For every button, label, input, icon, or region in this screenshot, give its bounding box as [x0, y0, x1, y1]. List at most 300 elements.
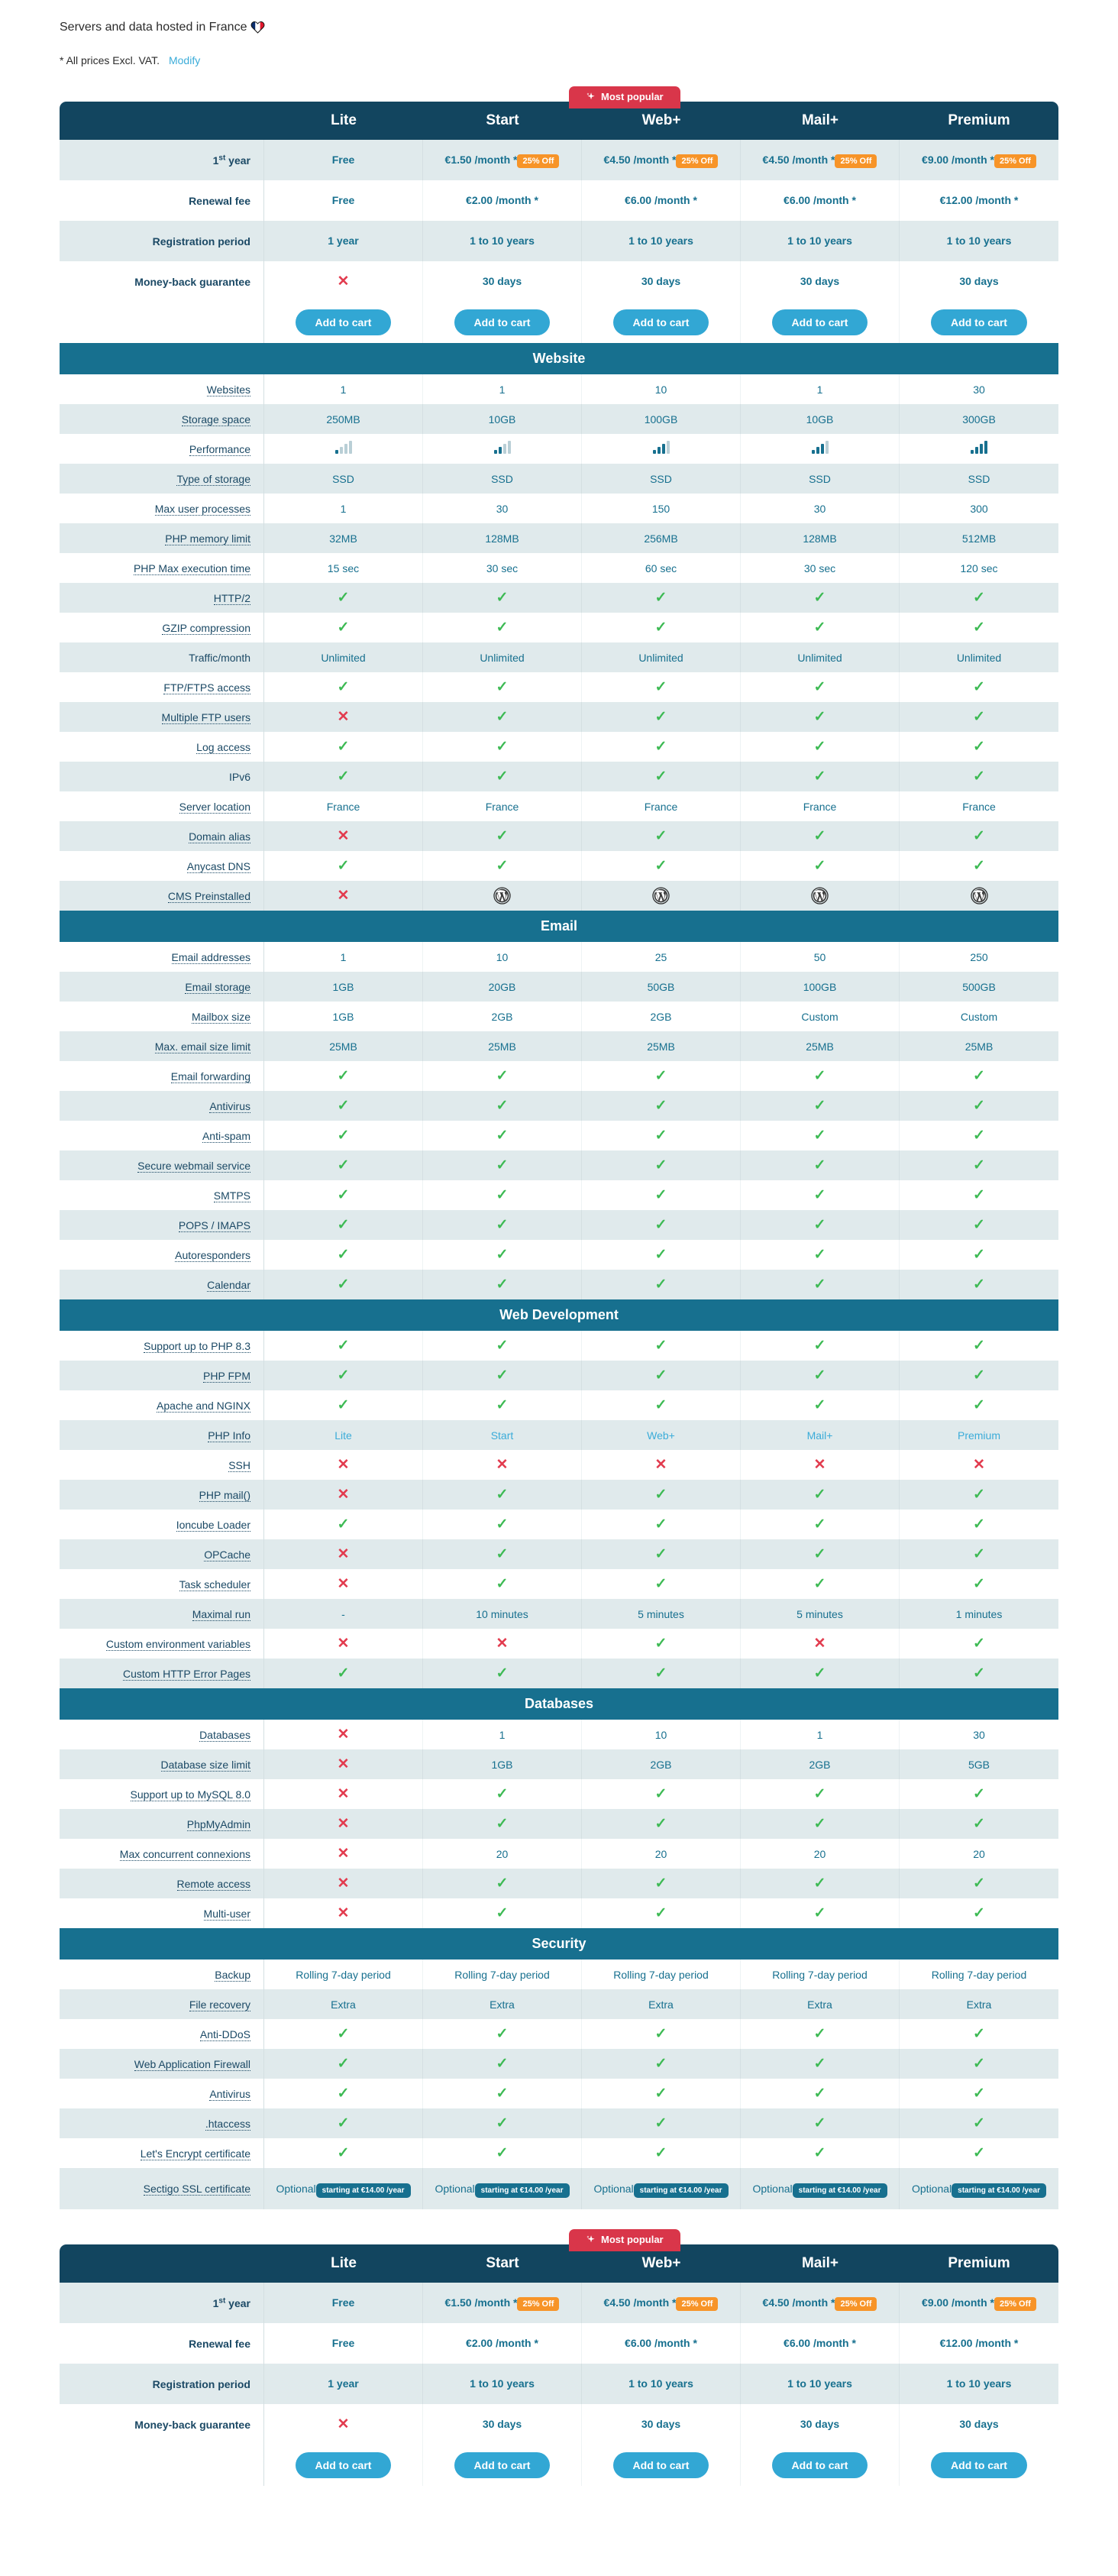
table-row [60, 1002, 1058, 1031]
feature-label-tooltip[interactable]: Multi-user [203, 1907, 250, 1920]
cell-value: 25MB [488, 1040, 516, 1053]
feature-value-cell [423, 732, 582, 762]
feature-label-tooltip[interactable]: PHP Info [208, 1429, 250, 1442]
feature-label-tooltip[interactable]: PhpMyAdmin [186, 1817, 250, 1830]
cell-value: Unlimited [797, 651, 842, 664]
feature-label-tooltip[interactable]: Ioncube Loader [176, 1518, 250, 1531]
check-icon: ✓ [496, 1516, 509, 1532]
feature-value-cell [900, 1180, 1058, 1210]
pricing-value-cell [900, 2404, 1058, 2445]
price-sub-badge: starting at €14.00 /year [952, 2183, 1046, 2198]
feature-label-tooltip[interactable]: PHP mail() [199, 1488, 250, 1501]
feature-label-tooltip[interactable]: Let's Encrypt certificate [140, 2147, 250, 2160]
pricing-value-cell [582, 180, 741, 221]
cell-value: Unlimited [321, 651, 366, 664]
table-row [60, 1898, 1058, 1928]
section-title: Web Development [60, 1299, 1058, 1331]
feature-value-cell [582, 613, 741, 642]
feature-label-tooltip[interactable]: Domain alias [189, 830, 250, 843]
feature-label-tooltip[interactable]: Task scheduler [179, 1578, 250, 1591]
feature-value-cell [582, 1599, 741, 1629]
feature-value-cell [900, 1061, 1058, 1091]
feature-value-cell [741, 1240, 900, 1270]
feature-label-tooltip[interactable]: PHP Max execution time [133, 561, 250, 574]
pricing-row [60, 2364, 1058, 2404]
feature-row-label [60, 1450, 264, 1480]
cell-value: 60 sec [645, 561, 677, 574]
feature-value-cell [741, 732, 900, 762]
pricing-value-cell [423, 2404, 582, 2445]
feature-value-cell [423, 1569, 582, 1599]
add-to-cart-button-mailplus[interactable]: Add to cart [772, 309, 868, 335]
check-icon: ✓ [973, 1397, 985, 1413]
feature-row-label [60, 1420, 264, 1450]
feature-value-cell [423, 791, 582, 821]
header-empty-cell [60, 2244, 264, 2283]
table-row [60, 374, 1058, 404]
feature-value-cell [900, 1659, 1058, 1688]
performance-bars-icon [971, 442, 987, 454]
feature-value-cell [264, 1659, 423, 1688]
feature-value-cell [423, 613, 582, 642]
pricing-value-cell [423, 140, 582, 180]
add-to-cart-button-premium[interactable]: Add to cart [931, 309, 1027, 335]
feature-value-cell [900, 2108, 1058, 2138]
feature-value-cell [264, 613, 423, 642]
cross-icon: ✕ [973, 1457, 985, 1473]
feature-label-tooltip[interactable]: Apache and NGINX [157, 1399, 250, 1412]
feature-value-cell [741, 1659, 900, 1688]
feature-value-cell [582, 672, 741, 702]
check-icon: ✓ [337, 2115, 350, 2131]
cell-value: 1GB [332, 1010, 354, 1023]
table-row [60, 1210, 1058, 1240]
feature-value-cell [900, 1420, 1058, 1450]
table-row [60, 1839, 1058, 1869]
feature-value-cell [900, 1031, 1058, 1061]
cell-value: Extra [966, 1998, 992, 2011]
feature-value-cell [741, 942, 900, 972]
feature-value-cell [264, 762, 423, 791]
add-to-cart-button-webplus[interactable]: Add to cart [613, 2452, 709, 2478]
cross-icon: ✕ [337, 1727, 350, 1743]
feature-value-cell [900, 1989, 1058, 2019]
feature-row-label [60, 1749, 264, 1779]
feature-value-cell [264, 2019, 423, 2049]
feature-value-cell [582, 1480, 741, 1510]
feature-label-tooltip[interactable]: Max concurrent connexions [119, 1847, 250, 1860]
feature-row-label [60, 1031, 264, 1061]
feature-label-tooltip[interactable]: Websites [206, 383, 250, 396]
check-icon: ✓ [973, 1098, 985, 1114]
feature-value-cell [582, 583, 741, 613]
check-icon: ✓ [813, 1816, 826, 1832]
feature-label-tooltip[interactable]: Custom HTTP Error Pages [122, 1667, 250, 1680]
pricing-row [60, 2283, 1058, 2323]
feature-value-cell [741, 2138, 900, 2168]
pricing-value-cell [264, 2404, 423, 2445]
price-value: 1 year [328, 235, 359, 248]
feature-value-cell [582, 1869, 741, 1898]
check-icon: ✓ [337, 1516, 350, 1532]
cell-value: 30 [813, 502, 826, 515]
cell-value: 150 [651, 502, 670, 515]
feature-value-cell [582, 1450, 741, 1480]
feature-label-tooltip[interactable]: SMTPS [213, 1189, 250, 1202]
check-icon: ✓ [654, 2086, 667, 2102]
add-to-cart-cell [423, 302, 582, 343]
feature-row-label [60, 1839, 264, 1869]
feature-value-cell [741, 642, 900, 672]
check-icon: ✓ [813, 1397, 826, 1413]
feature-value-cell [264, 2079, 423, 2108]
pricing-value-cell [423, 2364, 582, 2404]
php-info-plan-link[interactable]: Lite [334, 1429, 352, 1442]
cell-value: 20 [813, 1847, 826, 1860]
price-value: 30 days [482, 275, 522, 288]
check-icon: ✓ [496, 1098, 509, 1114]
feature-value-cell [900, 821, 1058, 851]
table-row [60, 1659, 1058, 1688]
check-icon: ✓ [654, 1786, 667, 1802]
plan-header-lite: Lite [264, 2244, 423, 2283]
feature-label-tooltip[interactable]: Sectigo SSL certificate [143, 2183, 250, 2195]
pricing-value-cell [900, 2364, 1058, 2404]
feature-label-tooltip[interactable]: PHP FPM [203, 1369, 250, 1382]
cell-value: 20 [654, 1847, 667, 1860]
feature-label-tooltip[interactable]: Log access [196, 740, 250, 753]
feature-value-cell [582, 1270, 741, 1299]
feature-value-cell [423, 821, 582, 851]
pricing-value-cell [582, 2404, 741, 2445]
check-icon: ✓ [813, 2086, 826, 2102]
pricing-value-cell [264, 2283, 423, 2323]
feature-value-cell [582, 1061, 741, 1091]
pricing-label-text: Registration period [152, 235, 250, 248]
feature-value-cell [900, 732, 1058, 762]
check-icon: ✓ [496, 2115, 509, 2131]
cell-value: Extra [331, 1998, 356, 2011]
plan-header-webplus: Web+ [582, 102, 741, 140]
check-icon: ✓ [654, 2026, 667, 2042]
feature-row-label [60, 1720, 264, 1749]
check-icon: ✓ [337, 1068, 350, 1084]
table-row [60, 1270, 1058, 1299]
pricing-value-cell [582, 2283, 741, 2323]
add-to-cart-button-premium[interactable]: Add to cart [931, 2452, 1027, 2478]
feature-label-tooltip[interactable]: Support up to MySQL 8.0 [130, 1788, 250, 1801]
check-icon: ✓ [973, 1187, 985, 1203]
feature-value-cell [264, 1960, 423, 1989]
feature-label-tooltip[interactable]: Storage space [181, 413, 250, 426]
feature-value-cell [741, 464, 900, 494]
feature-label-tooltip[interactable]: Anti-spam [202, 1129, 250, 1142]
price-value: €6.00 /month * [625, 194, 697, 207]
check-icon: ✓ [337, 858, 350, 874]
feature-row-label [60, 791, 264, 821]
feature-value-cell [741, 1061, 900, 1091]
feature-value-cell [741, 374, 900, 404]
feature-label-tooltip[interactable]: Maximal run [192, 1607, 250, 1620]
add-to-cart-row [60, 302, 1058, 343]
feature-value-cell [582, 1150, 741, 1180]
price-value: €2.00 /month * [466, 2337, 538, 2350]
feature-label-tooltip[interactable]: PHP memory limit [165, 532, 250, 545]
pricing-value-cell [423, 221, 582, 261]
feature-value-cell [423, 494, 582, 523]
feature-value-cell [900, 1960, 1058, 1989]
feature-label-tooltip[interactable]: HTTP/2 [213, 591, 250, 604]
check-icon: ✓ [813, 828, 826, 844]
feature-value-cell [582, 2138, 741, 2168]
check-icon: ✓ [496, 1068, 509, 1084]
cell-value: 2GB [809, 1758, 831, 1771]
add-to-cart-button-start[interactable]: Add to cart [454, 2452, 551, 2478]
feature-label-tooltip[interactable]: Performance [189, 442, 250, 455]
price-value: €6.00 /month * [625, 2337, 697, 2350]
feature-value-cell [423, 2049, 582, 2079]
feature-value-cell [423, 1898, 582, 1928]
php-info-plan-link[interactable]: Web+ [647, 1429, 675, 1442]
feature-value-cell [741, 672, 900, 702]
feature-label-tooltip[interactable]: Email storage [185, 980, 250, 993]
feature-value-cell [582, 1898, 741, 1928]
feature-value-cell [900, 1150, 1058, 1180]
feature-label-tooltip[interactable]: Remote access [176, 1877, 250, 1890]
add-to-cart-button-start[interactable]: Add to cart [454, 309, 551, 335]
feature-label-tooltip[interactable]: Antivirus [209, 2087, 250, 2100]
feature-value-cell [264, 1869, 423, 1898]
cross-icon: ✕ [337, 828, 350, 844]
feature-value-cell [741, 1720, 900, 1749]
feature-value-cell [900, 523, 1058, 553]
check-icon: ✓ [496, 1487, 509, 1503]
feature-label-tooltip[interactable]: Database size limit [160, 1758, 250, 1771]
feature-value-cell [900, 1270, 1058, 1299]
feature-label-tooltip[interactable]: Databases [199, 1728, 250, 1741]
feature-value-cell [582, 1960, 741, 1989]
wordpress-icon [493, 887, 511, 905]
feature-label-tooltip[interactable]: Custom environment variables [105, 1637, 250, 1650]
check-icon: ✓ [654, 1068, 667, 1084]
feature-label-tooltip[interactable]: Anti-DDoS [199, 2027, 250, 2040]
check-icon: ✓ [973, 2145, 985, 2161]
check-icon: ✓ [654, 679, 667, 695]
feature-value-cell [423, 1749, 582, 1779]
feature-value-cell [900, 1002, 1058, 1031]
add-to-cart-cell [741, 302, 900, 343]
feature-label-tooltip[interactable]: Anycast DNS [186, 859, 250, 872]
pricing-label-text: 1st year [212, 154, 250, 167]
add-to-cart-button-webplus[interactable]: Add to cart [613, 309, 709, 335]
table-row [60, 1180, 1058, 1210]
cell-value: France [803, 800, 837, 813]
cell-value: France [644, 800, 678, 813]
check-icon: ✓ [973, 2086, 985, 2102]
feature-value-cell [582, 762, 741, 791]
feature-label-tooltip[interactable]: Type of storage [176, 472, 250, 485]
cell-value: France [485, 800, 519, 813]
feature-row-label [60, 851, 264, 881]
check-icon: ✓ [496, 1665, 509, 1681]
feature-value-cell [741, 1150, 900, 1180]
pricing-value-cell [741, 180, 900, 221]
feature-value-cell [423, 1510, 582, 1539]
check-icon: ✓ [496, 1576, 509, 1592]
feature-value-cell [423, 1839, 582, 1869]
price-value: €4.50 /month * [603, 153, 677, 166]
feature-label-tooltip[interactable]: CMS Preinstalled [167, 889, 250, 902]
feature-label-tooltip[interactable]: Email addresses [171, 950, 250, 963]
feature-row-label [60, 1659, 264, 1688]
feature-row-label [60, 494, 264, 523]
pricing-row-label [60, 2323, 264, 2364]
section-header-row [60, 343, 1058, 374]
add-to-cart-button-lite[interactable]: Add to cart [296, 309, 392, 335]
add-to-cart-button-lite[interactable]: Add to cart [296, 2452, 392, 2478]
check-icon: ✓ [654, 620, 667, 636]
pricing-value-cell [423, 2283, 582, 2323]
feature-label-tooltip[interactable]: Web Application Firewall [134, 2057, 250, 2070]
feature-value-cell [741, 702, 900, 732]
feature-label-tooltip[interactable]: FTP/FTPS access [163, 681, 250, 694]
feature-label-tooltip[interactable]: File recovery [189, 1998, 250, 2011]
feature-label-tooltip[interactable]: Max user processes [154, 502, 250, 515]
feature-label-tooltip[interactable]: POPS / IMAPS [178, 1218, 250, 1231]
table-row [60, 1420, 1058, 1450]
feature-label-tooltip[interactable]: Multiple FTP users [161, 710, 250, 723]
table-row [60, 1539, 1058, 1569]
feature-label-tooltip[interactable]: Calendar [207, 1278, 250, 1291]
feature-value-cell [582, 1809, 741, 1839]
feature-row-label [60, 1898, 264, 1928]
check-icon: ✓ [654, 1217, 667, 1233]
feature-value-cell [423, 1480, 582, 1510]
php-info-plan-link[interactable]: Premium [957, 1429, 1000, 1442]
feature-label: IPv6 [228, 770, 250, 783]
feature-label-tooltip[interactable]: Secure webmail service [137, 1159, 250, 1172]
feature-value-cell [264, 1898, 423, 1928]
check-icon: ✓ [973, 1217, 985, 1233]
check-icon: ✓ [654, 769, 667, 785]
feature-label-tooltip[interactable]: Autoresponders [175, 1248, 250, 1261]
feature-label-tooltip[interactable]: Email forwarding [170, 1070, 250, 1083]
feature-value-cell [900, 1599, 1058, 1629]
table-row [60, 2168, 1058, 2209]
check-icon: ✓ [813, 1187, 826, 1203]
page-bottom-spacer [0, 2486, 1118, 2516]
feature-label-tooltip[interactable]: Mailbox size [191, 1010, 250, 1023]
check-icon: ✓ [337, 1247, 350, 1263]
discount-badge: 25% Off [994, 2297, 1036, 2312]
check-icon: ✓ [813, 1128, 826, 1144]
cross-icon: ✕ [813, 1457, 826, 1473]
feature-value-cell [741, 2168, 900, 2209]
feature-row-label [60, 942, 264, 972]
feature-value-cell [741, 1629, 900, 1659]
feature-value-cell [900, 1390, 1058, 1420]
pricing-value-cell [264, 180, 423, 221]
feature-value-cell [900, 1450, 1058, 1480]
feature-value-cell [423, 1240, 582, 1270]
pricing-row-label [60, 261, 264, 302]
pricing-value-cell [900, 2283, 1058, 2323]
feature-value-cell [900, 1091, 1058, 1121]
feature-label-tooltip[interactable]: .htaccess [205, 2117, 250, 2130]
check-icon: ✓ [813, 1576, 826, 1592]
feature-value-cell [582, 464, 741, 494]
feature-value-cell [423, 642, 582, 672]
table-row [60, 642, 1058, 672]
check-icon: ✓ [654, 1905, 667, 1921]
table-row [60, 613, 1058, 642]
feature-label-tooltip[interactable]: Backup [215, 1968, 250, 1981]
feature-label-tooltip[interactable]: Antivirus [209, 1099, 250, 1112]
feature-row-label [60, 1569, 264, 1599]
table-row [60, 1599, 1058, 1629]
check-icon: ✓ [654, 1516, 667, 1532]
feature-value-cell [900, 972, 1058, 1002]
feature-value-cell [741, 972, 900, 1002]
check-icon: ✓ [496, 1397, 509, 1413]
php-info-plan-link[interactable]: Mail+ [806, 1429, 833, 1442]
cross-icon: ✕ [337, 1846, 350, 1862]
feature-label-tooltip[interactable]: SSH [228, 1458, 250, 1471]
cell-value: Optional [435, 2182, 475, 2195]
spacer [0, 66, 1118, 102]
cell-value: Extra [490, 1998, 515, 2011]
feature-row-label [60, 1121, 264, 1150]
feature-label-tooltip[interactable]: Support up to PHP 8.3 [144, 1339, 250, 1352]
check-icon: ✓ [496, 769, 509, 785]
check-icon: ✓ [654, 1277, 667, 1293]
feature-value-cell [900, 1331, 1058, 1361]
cell-value: 10GB [488, 413, 516, 426]
feature-value-cell [900, 1809, 1058, 1839]
feature-value-cell [741, 2079, 900, 2108]
feature-value-cell [741, 1539, 900, 1569]
feature-value-cell [423, 851, 582, 881]
feature-value-cell [741, 1420, 900, 1450]
feature-row-label [60, 1960, 264, 1989]
add-to-cart-cell [423, 2445, 582, 2486]
php-info-plan-link[interactable]: Start [490, 1429, 514, 1442]
comparison-table-block-bottom [0, 2244, 1118, 2486]
feature-label-tooltip[interactable]: Max. email size limit [154, 1040, 250, 1053]
cross-icon: ✕ [337, 1816, 350, 1832]
check-icon: ✓ [973, 1636, 985, 1652]
add-to-cart-button-mailplus[interactable]: Add to cart [772, 2452, 868, 2478]
feature-row-label [60, 523, 264, 553]
feature-value-cell [900, 1210, 1058, 1240]
table-row [60, 1510, 1058, 1539]
check-icon: ✓ [496, 1217, 509, 1233]
feature-label-tooltip[interactable]: OPCache [204, 1548, 250, 1561]
check-icon: ✓ [654, 1875, 667, 1892]
feature-label-tooltip[interactable]: Server location [179, 800, 250, 813]
feature-value-cell [900, 2049, 1058, 2079]
feature-value-cell [900, 2079, 1058, 2108]
discount-badge: 25% Off [676, 154, 718, 169]
check-icon: ✓ [337, 1157, 350, 1173]
pricing-rows-bottom [60, 2283, 1058, 2486]
price-value: €4.50 /month * [762, 2296, 835, 2309]
feature-value-cell [900, 1869, 1058, 1898]
plan-header-premium: Premium [900, 102, 1058, 140]
feature-label-tooltip[interactable]: GZIP compression [162, 621, 250, 634]
modify-link[interactable]: Modify [168, 54, 201, 66]
plan-header-start: Start [423, 2244, 582, 2283]
